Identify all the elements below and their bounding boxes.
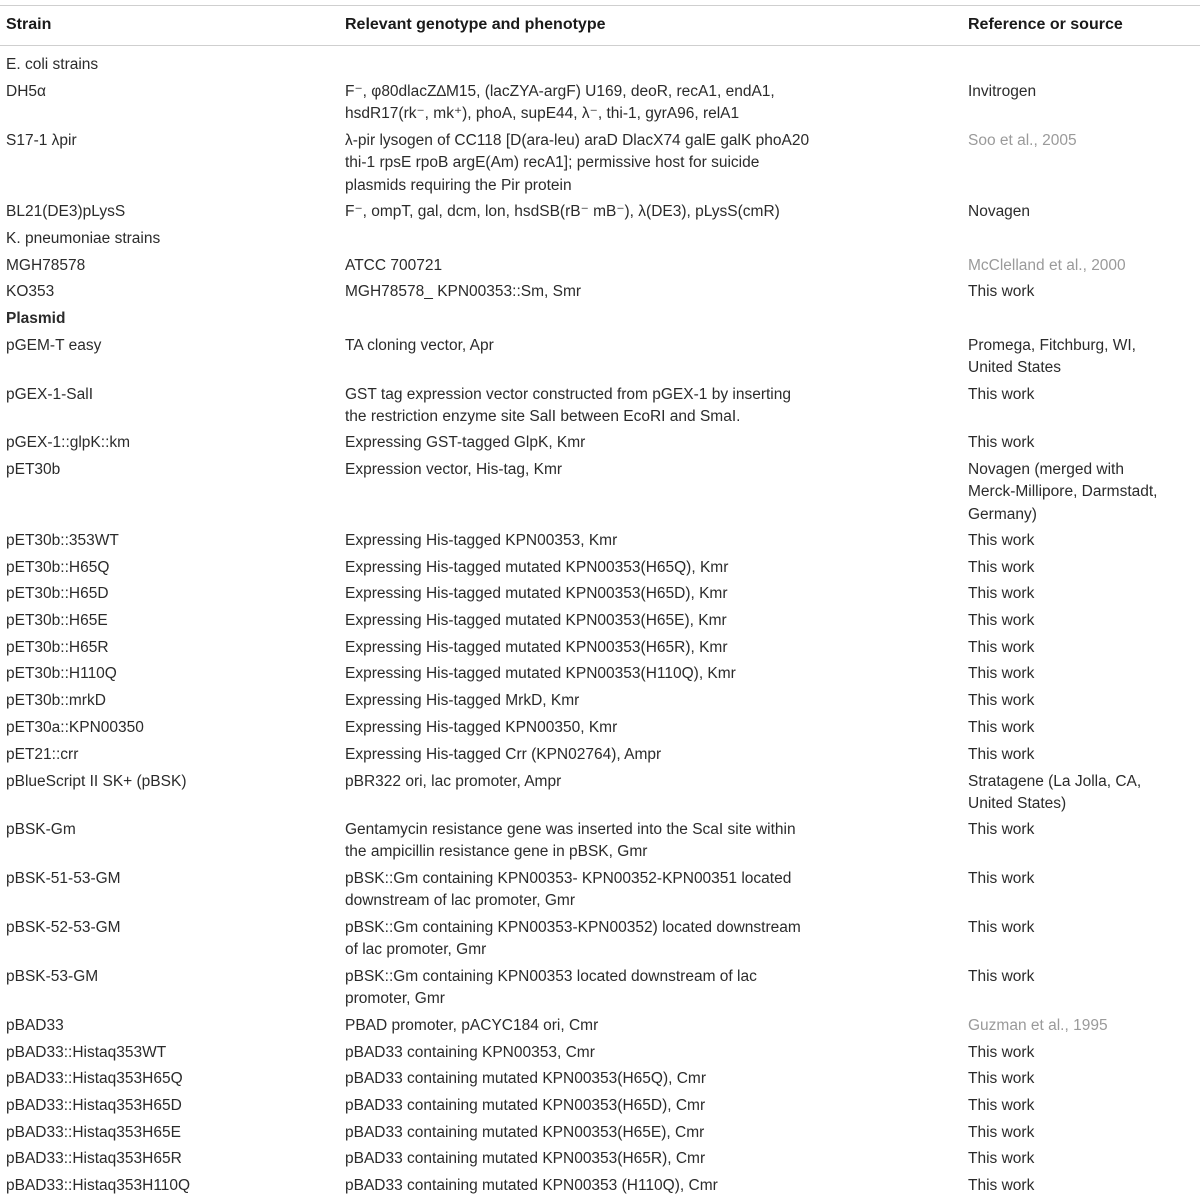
genotype-cell: pBR322 ori, lac promoter, Ampr	[345, 773, 562, 790]
table-top-rule	[0, 5, 1200, 6]
strain-cell: pBSK-Gm	[6, 821, 76, 838]
reference-cell: This work	[968, 719, 1035, 736]
reference-link[interactable]: McClelland et al., 2000	[968, 257, 1126, 274]
reference-cell: Stratagene (La Jolla, CA, United States)	[968, 773, 1142, 813]
reference-cell: This work	[968, 434, 1035, 451]
reference-cell: This work	[968, 692, 1035, 709]
reference-link[interactable]: Guzman et al., 1995	[968, 1017, 1108, 1034]
reference-cell: This work	[968, 386, 1035, 403]
reference-cell: This work	[968, 532, 1035, 549]
strain-cell: pET30b::H65D	[6, 585, 109, 602]
header-rule	[0, 45, 1200, 46]
strain-cell: DH5α	[6, 83, 46, 100]
reference-cell: This work	[968, 1097, 1035, 1114]
reference-cell: This work	[968, 665, 1035, 682]
strain-cell: pGEM-T easy	[6, 337, 102, 354]
genotype-cell: pBAD33 containing mutated KPN00353(H65E), Cmr	[345, 1124, 705, 1141]
reference-cell: Promega, Fitchburg, WI, United States	[968, 337, 1136, 377]
reference-cell: This work	[968, 919, 1035, 936]
reference-link[interactable]: Soo et al., 2005	[968, 132, 1077, 149]
reference-cell: This work	[968, 612, 1035, 629]
genotype-cell: Expressing His-tagged KPN00353, Kmr	[345, 532, 618, 549]
genotype-cell: pBAD33 containing mutated KPN00353(H65R), Cmr	[345, 1150, 706, 1167]
strain-cell: KO353	[6, 283, 55, 300]
genotype-cell: F⁻, φ80dlacZ∆M15, (lacZYA-argF) U169, deoR, recA1, endA1, hsdR17(rk⁻, mk⁺), phoA, supE44, λ⁻, thi-1, gyrA96, relA1	[345, 83, 775, 123]
genotype-cell: Expressing His-tagged Crr (KPN02764), Ampr	[345, 746, 662, 763]
strain-cell: pET21::crr	[6, 746, 79, 763]
strain-cell: pBAD33	[6, 1017, 64, 1034]
reference-cell: This work	[968, 1070, 1035, 1087]
section-label: Plasmid	[6, 310, 66, 327]
genotype-cell: Expressing His-tagged mutated KPN00353(H65Q), Kmr	[345, 559, 729, 576]
strain-cell: pGEX-1-SalI	[6, 386, 94, 403]
genotype-cell: pBAD33 containing KPN00353, Cmr	[345, 1044, 595, 1061]
header-strain: Strain	[6, 16, 52, 33]
strain-cell: pBAD33::Histaq353WT	[6, 1044, 167, 1061]
genotype-cell: pBSK::Gm containing KPN00353- KPN00352-KPN00351 located downstream of lac promoter, Gmr	[345, 870, 792, 910]
strain-cell: pBSK-52-53-GM	[6, 919, 121, 936]
reference-cell: This work	[968, 1177, 1035, 1194]
genotype-cell: Expressing His-tagged mutated KPN00353(H65E), Kmr	[345, 612, 727, 629]
reference-cell: Novagen (merged with Merck-Millipore, Darmstadt, Germany)	[968, 461, 1158, 523]
reference-cell: This work	[968, 283, 1035, 300]
strain-cell: pET30b::H110Q	[6, 665, 117, 682]
strain-cell: pBAD33::Histaq353H110Q	[6, 1177, 191, 1194]
reference-cell: This work	[968, 1124, 1035, 1141]
reference-cell: This work	[968, 746, 1035, 763]
genotype-cell: pBAD33 containing mutated KPN00353(H65D), Cmr	[345, 1097, 706, 1114]
genotype-cell: ATCC 700721	[345, 257, 443, 274]
reference-cell: This work	[968, 870, 1035, 887]
reference-cell: This work	[968, 1150, 1035, 1167]
section-label: E. coli strains	[6, 56, 99, 73]
strain-cell: pET30b::H65Q	[6, 559, 110, 576]
genotype-cell: pBSK::Gm containing KPN00353-KPN00352) located downstream of lac promoter, Gmr	[345, 919, 801, 959]
genotype-cell: MGH78578_ KPN00353::Sm, Smr	[345, 283, 582, 300]
strain-cell: pBAD33::Histaq353H65Q	[6, 1070, 183, 1087]
strain-cell: pET30a::KPN00350	[6, 719, 144, 736]
genotype-cell: pBAD33 containing mutated KPN00353 (H110Q), Cmr	[345, 1177, 718, 1194]
strain-cell: pBSK-51-53-GM	[6, 870, 121, 887]
reference-cell: This work	[968, 968, 1035, 985]
reference-cell: This work	[968, 821, 1035, 838]
reference-cell: This work	[968, 1044, 1035, 1061]
strain-cell: pBAD33::Histaq353H65D	[6, 1097, 182, 1114]
strain-cell: pBAD33::Histaq353H65R	[6, 1150, 182, 1167]
reference-cell: This work	[968, 585, 1035, 602]
reference-cell: Novagen	[968, 203, 1031, 220]
strain-cell: MGH78578	[6, 257, 86, 274]
strain-cell: pBlueScript II SK+ (pBSK)	[6, 773, 187, 790]
genotype-cell: Expression vector, His-tag, Kmr	[345, 461, 563, 478]
header-genotype: Relevant genotype and phenotype	[345, 16, 606, 33]
genotype-cell: TA cloning vector, Apr	[345, 337, 494, 354]
genotype-cell: F⁻, ompT, gal, dcm, lon, hsdSB(rB⁻ mB⁻), λ(DE3), pLysS(cmR)	[345, 203, 780, 220]
genotype-cell: Expressing His-tagged mutated KPN00353(H65R), Kmr	[345, 639, 728, 656]
strain-cell: pET30b::353WT	[6, 532, 119, 549]
genotype-cell: λ-pir lysogen of CC118 [D(ara-leu) araD DlacX74 galE galK phoA20 thi-1 rpsE rpoB argE(Am) recA1]; permissive host for suicide plasmids requiring the Pir protein	[345, 132, 810, 194]
strain-cell: pET30b::H65R	[6, 639, 109, 656]
section-label: K. pneumoniae strains	[6, 230, 161, 247]
genotype-cell: Gentamycin resistance gene was inserted into the ScaI site within the ampicillin resistance gene in pBSK, Gmr	[345, 821, 796, 861]
strain-cell: pET30b::H65E	[6, 612, 108, 629]
genotype-cell: Expressing His-tagged MrkD, Kmr	[345, 692, 580, 709]
strain-cell: S17-1 λpir	[6, 132, 77, 149]
strain-cell: pBAD33::Histaq353H65E	[6, 1124, 181, 1141]
genotype-cell: GST tag expression vector constructed from pGEX-1 by inserting the restriction enzyme site SalI between EcoRI and SmaI.	[345, 386, 791, 426]
strain-cell: pET30b	[6, 461, 61, 478]
header-reference: Reference or source	[968, 16, 1123, 33]
strain-cell: pGEX-1::glpK::km	[6, 434, 131, 451]
strain-cell: pET30b::mrkD	[6, 692, 106, 709]
strain-cell: pBSK-53-GM	[6, 968, 99, 985]
genotype-cell: Expressing His-tagged mutated KPN00353(H110Q), Kmr	[345, 665, 736, 682]
reference-cell: This work	[968, 639, 1035, 656]
genotype-cell: Expressing His-tagged mutated KPN00353(H65D), Kmr	[345, 585, 728, 602]
genotype-cell: PBAD promoter, pACYC184 ori, Cmr	[345, 1017, 599, 1034]
reference-cell: Invitrogen	[968, 83, 1037, 100]
reference-cell: This work	[968, 559, 1035, 576]
genotype-cell: Expressing His-tagged KPN00350, Kmr	[345, 719, 618, 736]
genotype-cell: Expressing GST-tagged GlpK, Kmr	[345, 434, 586, 451]
genotype-cell: pBSK::Gm containing KPN00353 located downstream of lac promoter, Gmr	[345, 968, 757, 1008]
strain-cell: BL21(DE3)pLysS	[6, 203, 126, 220]
genotype-cell: pBAD33 containing mutated KPN00353(H65Q), Cmr	[345, 1070, 706, 1087]
